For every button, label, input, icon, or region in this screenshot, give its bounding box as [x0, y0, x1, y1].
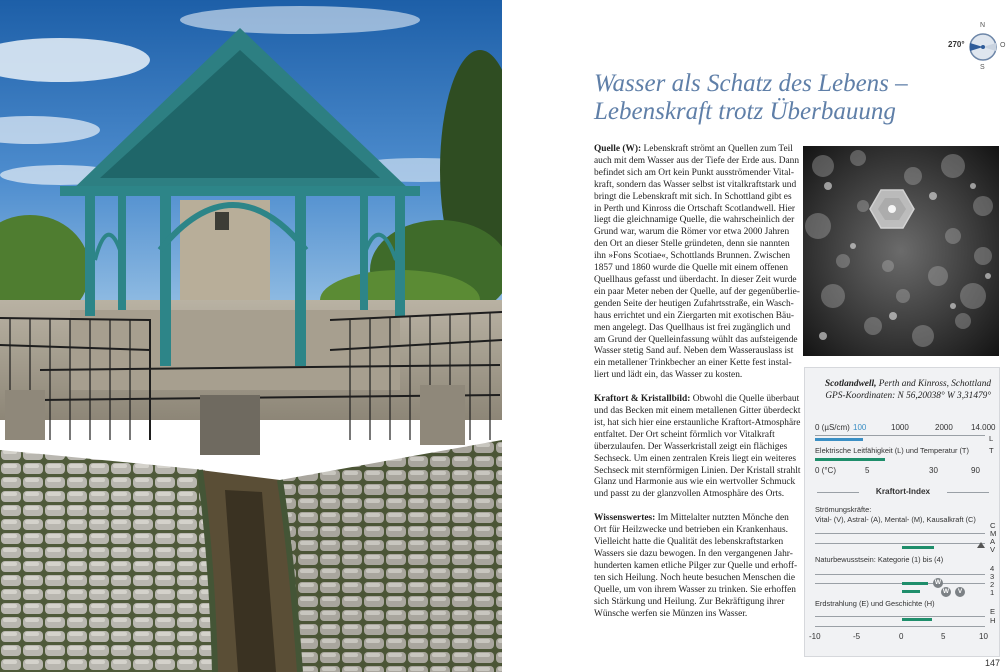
marker-w2: W [942, 588, 950, 595]
location-region: Perth and Kinross, Schottland [878, 379, 991, 389]
temp-tick-5: 5 [865, 466, 870, 475]
paragraph-line: entfaltet. Der Ort scheint förmlich vor Vitalkraft [594, 429, 775, 440]
compass-east: O [1000, 42, 1006, 49]
page-number: 147 [984, 658, 1000, 668]
paragraph-line: überzulaufen. Der Wasserkristall zeigt ein flächiges [594, 441, 788, 452]
flows-label: Strömungskräfte: [815, 505, 872, 514]
paragraph-line: den Ort an dieser Stelle gründeten, denn sie nannten [594, 239, 790, 250]
compass-north: N [980, 22, 986, 29]
paragraph-line: liegt die gleichnamige Quelle, die wahrscheinlich der [594, 215, 795, 226]
paragraph-line: ein paar Meter neben der Quelle, auf der gegenüberlie- [594, 286, 800, 297]
flow-letter-C: C [990, 521, 996, 530]
nature-bar-2 [902, 590, 920, 593]
paragraph-line: bringt die Lebenskraft mit sich. In Schottland gibt es [594, 191, 792, 202]
letter-L: L [989, 434, 994, 443]
compass-icon [968, 32, 998, 62]
scale-m10: -10 [809, 632, 821, 641]
nature-level-4: 4 [990, 564, 995, 573]
temp-tick-30: 30 [929, 466, 938, 475]
earth-letter-H: H [990, 616, 996, 625]
paragraph-label: Wissenswertes: [594, 513, 656, 524]
paragraph-line: ten sich Heilung. Noch heute besuchen Menschen die [594, 572, 795, 583]
compass-degree: 270° [948, 40, 965, 49]
paragraph-line: haus errichtet und ein Ziergarten mit exotischen Bäu- [594, 310, 795, 321]
paragraph-line: Wünsche werfen sie Münzen ins Wasser. [594, 608, 748, 619]
paragraph-line: ein metallener Trinkbecher an einer Kette fest instal- [594, 358, 792, 369]
conductivity-tick-2000: 2000 [935, 423, 953, 432]
paragraph-line: befindet sich am Ort kein Punkt ausströmender Vital- [594, 167, 795, 178]
scale-p10: 10 [979, 632, 988, 641]
scale-p5: 5 [941, 632, 946, 641]
earth-axis-2 [815, 621, 985, 627]
temp-tick-0: 0 (°C) [815, 466, 836, 475]
paragraph-label: Kraftort & Kristallbild: [594, 394, 691, 405]
paragraph-line: ist, hat sich hier eine erstaunliche Kraftort-Atmosphäre [594, 417, 801, 428]
paragraph-line: sich Stärkung und Heilung. Zur Bekräftigung ihrer [594, 596, 785, 607]
article-body [594, 144, 801, 632]
conductivity-tick-14000: 14.000 [971, 423, 996, 432]
paragraph-line: in Perth und Kinross die Ortschaft Scotlandwell. Hier [594, 203, 796, 214]
flow-letter-A: A [990, 537, 996, 546]
flow-bar [902, 546, 934, 549]
paragraph-line: 1857 und 1860 wurde die Quelle mit einem offenen [594, 263, 789, 274]
paragraph-line: und passt zu der glanzvollen Atmosphäre des Orts. [594, 489, 785, 500]
paragraph-line: genden Seite der heutigen Zufahrtsstraße, ein Wasch- [594, 298, 794, 309]
flows-axis-1 [815, 528, 985, 534]
location-header [825, 378, 991, 402]
conductivity-tick-0: 0 (µS/cm) [815, 423, 850, 432]
marker-v: V [955, 587, 965, 597]
nature-level-3: 3 [990, 572, 995, 581]
scotlandwell-photo [0, 0, 502, 672]
earth-label: Erdstrahlung (E) und Geschichte (H) [815, 599, 935, 608]
paragraph-line: Quelle (W): Lebenskraft strömt an Quellen zum Teil [594, 144, 793, 154]
scale-m5: -5 [853, 632, 861, 641]
nature-bar-1 [902, 582, 928, 585]
conductivity-bar [815, 438, 863, 441]
paragraph-line: Grund war, warum die Römer vor etwa 2000 Jahren [594, 227, 790, 238]
paragraph-line: auch mit dem Wasser aus der Tiefe der Erde aus. Dann [594, 155, 800, 166]
page-title [594, 70, 964, 126]
location-name: Scotlandwell, [825, 379, 877, 389]
paragraph-line: Quelle, um von ihrem Wasser zu trinken. Sie erhoffen [594, 584, 796, 595]
scale-0: 0 [899, 632, 904, 641]
earth-axis-1 [815, 611, 985, 617]
paragraph-crystal [594, 394, 801, 501]
paragraph-line: hunderten kamen etliche Pilger zur Quelle und erhoff- [594, 560, 798, 571]
paragraph-line: Sechseck. Um einen zentralen Kreis liegt ein weiteres [594, 453, 797, 464]
paragraph-line: am Grund der Quelleinfassung wühlt das aufsteigende [594, 334, 798, 345]
paragraph-line: liert und lädt ein, das Wasser zu kosten. [594, 370, 743, 381]
paragraph-source [594, 144, 800, 382]
paragraph-facts [594, 513, 798, 620]
divider-left [817, 492, 859, 493]
conductivity-tick-1000: 1000 [891, 423, 909, 432]
nature-level-1: 1 [990, 588, 995, 597]
paragraph-label: Quelle (W): [594, 144, 642, 154]
paragraph-line: men angelegt. Das Quellhaus ist frei zugänglich und [594, 322, 791, 333]
paragraph-line: Ort für Heilzwecke und betrieben ein Krankenhaus. [594, 525, 788, 536]
paragraph-line: Sechseck mit sternförmigen Linien. Der Kristall strahlt [594, 465, 801, 476]
earth-letter-E: E [990, 607, 996, 616]
location-data-card [804, 367, 1000, 657]
kraftort-index-label: Kraftort-Index [875, 487, 931, 496]
flow-letter-M: M [990, 529, 997, 538]
paragraph-line: Wissenswertes: Im Mittelalter nutzten Mönche den [594, 513, 789, 524]
letter-T: T [989, 446, 994, 455]
gps-coordinates: GPS-Koordinaten: N 56,20038° W 3,31479° [825, 391, 991, 401]
marker-w1: W [934, 579, 942, 586]
paragraph-line: Wassers sie dazu bewogen. In den vergangenen Jahr- [594, 549, 793, 559]
compass [944, 22, 1004, 72]
conductivity-temperature-label: Elektrische Leitfähigkeit (L) und Temperatur (T) [815, 446, 969, 455]
flows-sublabel: Vital- (V), Astral- (A), Mental- (M), Kausalkraft (C) [815, 515, 976, 524]
flow-letter-V: V [990, 545, 996, 554]
water-crystal-image [803, 146, 999, 356]
paragraph-line: ihn »Fons Scotiae«, Schottlands Brunnen. Zwischen [594, 251, 791, 262]
conductivity-axis [815, 430, 985, 436]
paragraph-line: Vielleicht hatte die Qualität des lebenskraftstarken [594, 537, 784, 548]
temp-tick-90: 90 [971, 466, 980, 475]
paragraph-line: Wasser stetig Sand auf. Neben dem Wasserauslass ist [594, 346, 794, 357]
nature-level-2: 2 [990, 580, 995, 589]
title-line-2: Lebenskraft trotz Überbauung [594, 98, 896, 125]
paragraph-line: kraft, sondern das Wasser selbst ist vitalkraftstark und [594, 179, 797, 190]
paragraph-line: Glanz und Harmonie aus wie ein wertvoller Schmuck [594, 477, 796, 488]
flow-marker-icon [977, 542, 985, 548]
paragraph-line: Kraftort & Kristallbild: Obwohl die Quelle überbaut [594, 394, 800, 405]
paragraph-line: und das Becken mit einem metallenen Gitter überdeckt [594, 406, 801, 417]
nature-axis-1 [815, 569, 985, 575]
divider-right [947, 492, 989, 493]
book-page [502, 0, 1008, 672]
flows-axis-2 [815, 538, 985, 544]
title-line-1: Wasser als Schatz des Lebens – [594, 70, 908, 97]
nature-axis-2 [815, 578, 985, 584]
conductivity-tick-100: 100 [853, 423, 867, 432]
temperature-bar [815, 458, 885, 461]
compass-south: S [980, 64, 985, 71]
paragraph-line: Quellhaus gefasst und überdacht. In dieser Zeit wurde [594, 274, 797, 285]
nature-label: Naturbewusstsein: Kategorie (1) bis (4) [815, 555, 944, 564]
